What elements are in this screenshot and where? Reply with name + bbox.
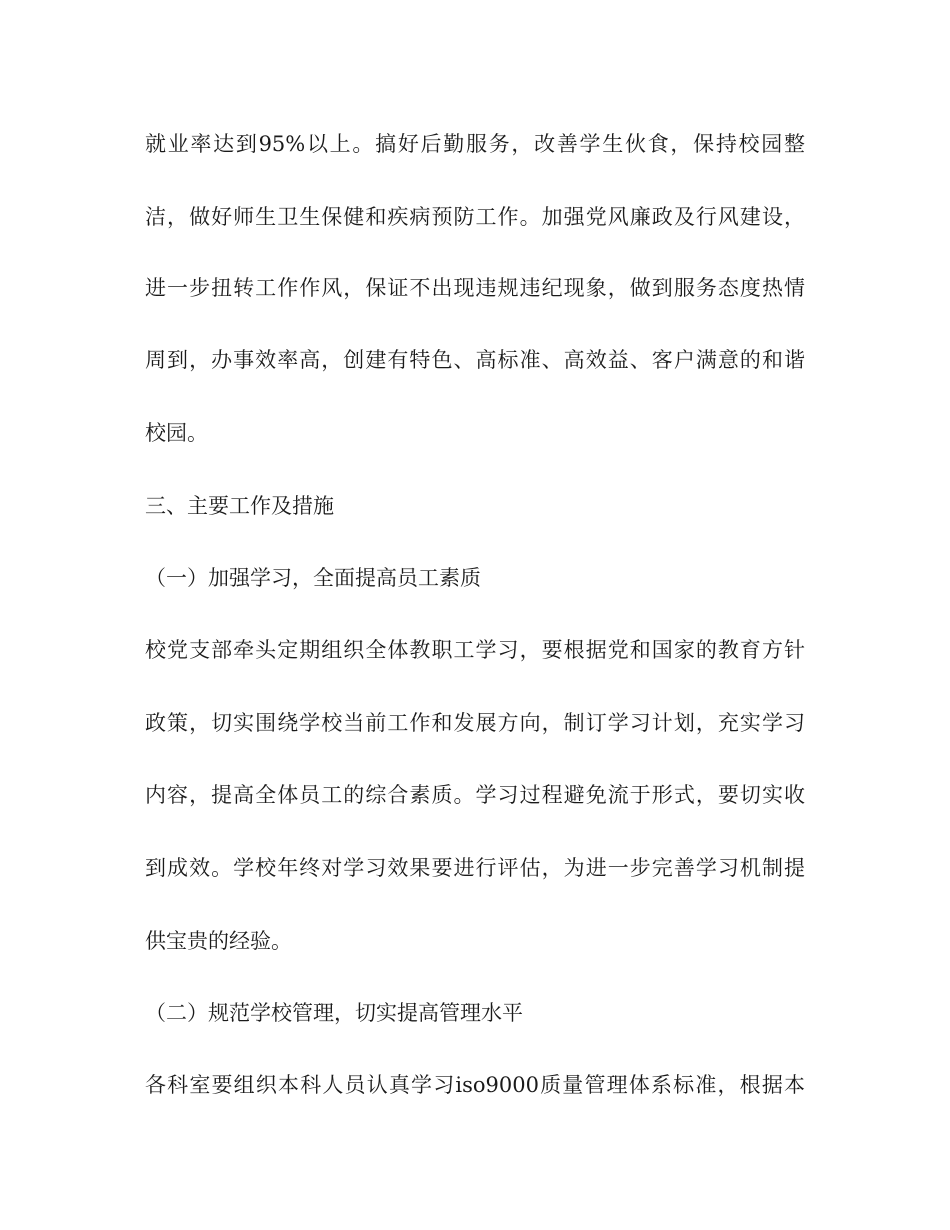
paragraph-line: 到成效。学校年终对学习效果要进行评估，为进一步完善学习机制提 bbox=[145, 856, 805, 880]
subsection-heading: （二）规范学校管理，切实提高管理水平 bbox=[145, 1001, 523, 1025]
paragraph-line: 供宝贵的经验。 bbox=[145, 929, 292, 953]
section-heading: 三、主要工作及措施 bbox=[145, 494, 334, 518]
subsection-heading: （一）加强学习，全面提高员工素质 bbox=[145, 566, 481, 590]
paragraph-line: 就业率达到95%以上。搞好后勤服务，改善学生伙食，保持校园整 bbox=[145, 132, 805, 156]
paragraph-line: 进一步扭转工作作风，保证不出现违规违纪现象，做到服务态度热情 bbox=[145, 276, 805, 300]
paragraph-line: 洁，做好师生卫生保健和疾病预防工作。加强党风廉政及行风建设， bbox=[145, 205, 805, 229]
paragraph-line: 政策，切实围绕学校当前工作和发展方向，制订学习计划，充实学习 bbox=[145, 711, 805, 735]
paragraph-line: 各科室要组织本科人员认真学习iso9000质量管理体系标准，根据本 bbox=[145, 1073, 805, 1097]
paragraph-line: 内容，提高全体员工的综合素质。学习过程避免流于形式，要切实收 bbox=[145, 783, 805, 807]
paragraph-line: 周到，办事效率高，创建有特色、高标准、高效益、客户满意的和谐 bbox=[145, 348, 805, 372]
paragraph-line: 校党支部牵头定期组织全体教职工学习，要根据党和国家的教育方针 bbox=[145, 638, 805, 662]
paragraph-line: 校园。 bbox=[145, 421, 208, 445]
